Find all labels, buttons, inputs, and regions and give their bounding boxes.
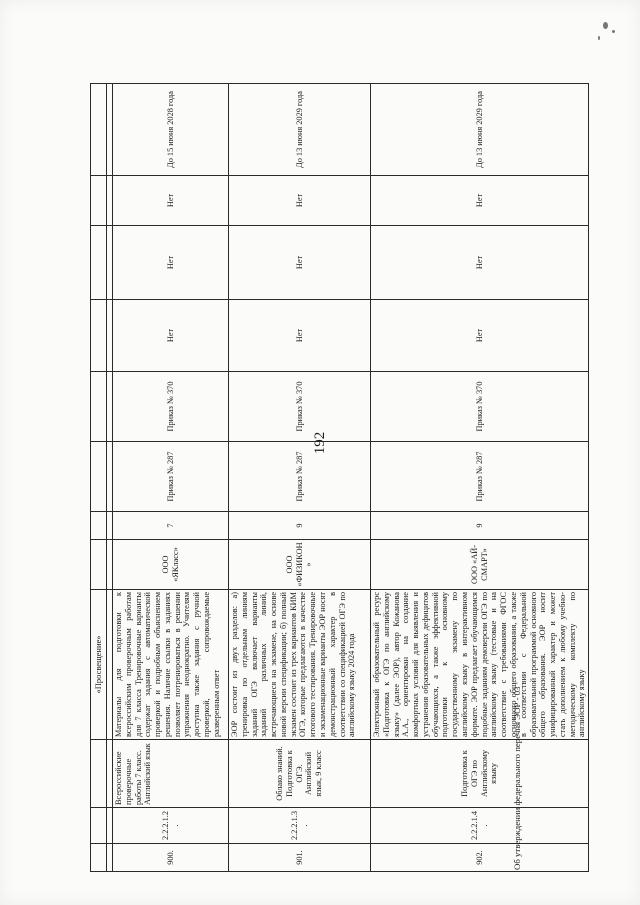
table-top-row [91, 84, 107, 872]
row-name: Всероссийские проверочные работы 7 класс. Английский язык [113, 740, 229, 808]
row-code: 2.2.2.1.2. [113, 808, 229, 844]
row-name: Облако знаний. Подготовка к ОГЭ. Английский язык, 9 класс [229, 740, 371, 808]
row-order-370: Приказ № 370 [229, 372, 371, 442]
row-flag-3: Нет [371, 176, 589, 226]
row-description: Материалы для подготовки к всероссийским проверочным работам для 7 класса Тренировочные варианты содержат задания с автоматической проверкой и подробным объяснением решения. Наличие ссылки в заданиях позволяет потренироваться в решении упражнения неоднократно. Учителям доступна также задания с ручной проверкой, сопровождаемые разверенным ответ [113, 590, 229, 740]
row-deadline: До 13 июня 2029 года [371, 84, 589, 176]
row-description: Электронный образовательный ресурс «Подготовка к ОГЭ по английскому языку» (далее ЭОР), автор Кожанова А.А., ориентирован на создание комфортных условий для выявления и устранения образовательных дефицитов обучающихся, а также эффективной подготовки к основному государственному экзамену по английскому языку в интерактивном формате. ЭОР предлагает обучающимся подобные заданиям демоверсии ОГЭ по английскому языку (тестовые и на соответствие с требованиями ФГОС основного общего образования, а также в соответствии с Федеральной образовательной программой основного общего образования. ЭОР носит унифицированный характер и может стать дополнением к любому учебно-методическому комплекту по английскому языку [371, 590, 589, 740]
row-order-287: Приказ № 287 [113, 442, 229, 512]
scan-speck [598, 36, 600, 40]
footer-note: Об утверждении федерального перечня ЭОР - 03 [512, 686, 522, 870]
row-number: 901. [229, 844, 371, 872]
table-row [229, 84, 371, 872]
row-order-287: Приказ № 287 [371, 442, 589, 512]
section-label: «Просвещение» [91, 590, 107, 740]
row-flag-2: Нет [371, 226, 589, 300]
row-deadline: До 15 июня 2028 года [113, 84, 229, 176]
row-number: 902. [371, 844, 589, 872]
row-organization: ООО «ФИЗИКОН» [229, 540, 371, 590]
row-flag-2: Нет [229, 226, 371, 300]
row-deadline: До 13 июня 2029 года [229, 84, 371, 176]
row-description: ЭОР состоит из двух разделов: а) тренировка по отдельным линиям заданий ОГЭ включает варианты заданий различных линий, встречающиеся на экзамене, на основе новой версии спецификации; б) полный экзамен состоит из трех вариантов КИМ ОГЭ, которые предлагаются в качестве итогового тестирования. Тренировочные и экзаменационные варианты ЭОР носят демонстрационный характер в соответствии со спецификацией ОГЭ по английскому языку 2024 года [229, 590, 371, 740]
row-organization: ООО «АЙ-СМАРТ» [371, 540, 589, 590]
table-row [371, 84, 589, 872]
row-order-287: Приказ № 287 [229, 442, 371, 512]
row-number: 900. [113, 844, 229, 872]
row-code: 2.2.2.1.4. [371, 808, 589, 844]
row-name: Подготовка к ОГЭ по Английскому языку [371, 740, 589, 808]
row-grade: 7 [113, 512, 229, 540]
row-flag-3: Нет [229, 176, 371, 226]
rotated-page-content [90, 84, 587, 872]
row-organization: ООО «ЯКласс» [113, 540, 229, 590]
row-flag-1: Нет [371, 300, 589, 372]
row-order-370: Приказ № 370 [113, 372, 229, 442]
row-grade: 9 [371, 512, 589, 540]
table-row [113, 84, 229, 872]
row-order-370: Приказ № 370 [371, 372, 589, 442]
page-number: 192 [312, 431, 328, 455]
row-flag-1: Нет [229, 300, 371, 372]
row-flag-1: Нет [113, 300, 229, 372]
scan-speck [603, 22, 608, 29]
row-flag-2: Нет [113, 226, 229, 300]
row-code: 2.2.2.1.3. [229, 808, 371, 844]
scan-speck [612, 30, 615, 33]
row-flag-3: Нет [113, 176, 229, 226]
row-grade: 9 [229, 512, 371, 540]
